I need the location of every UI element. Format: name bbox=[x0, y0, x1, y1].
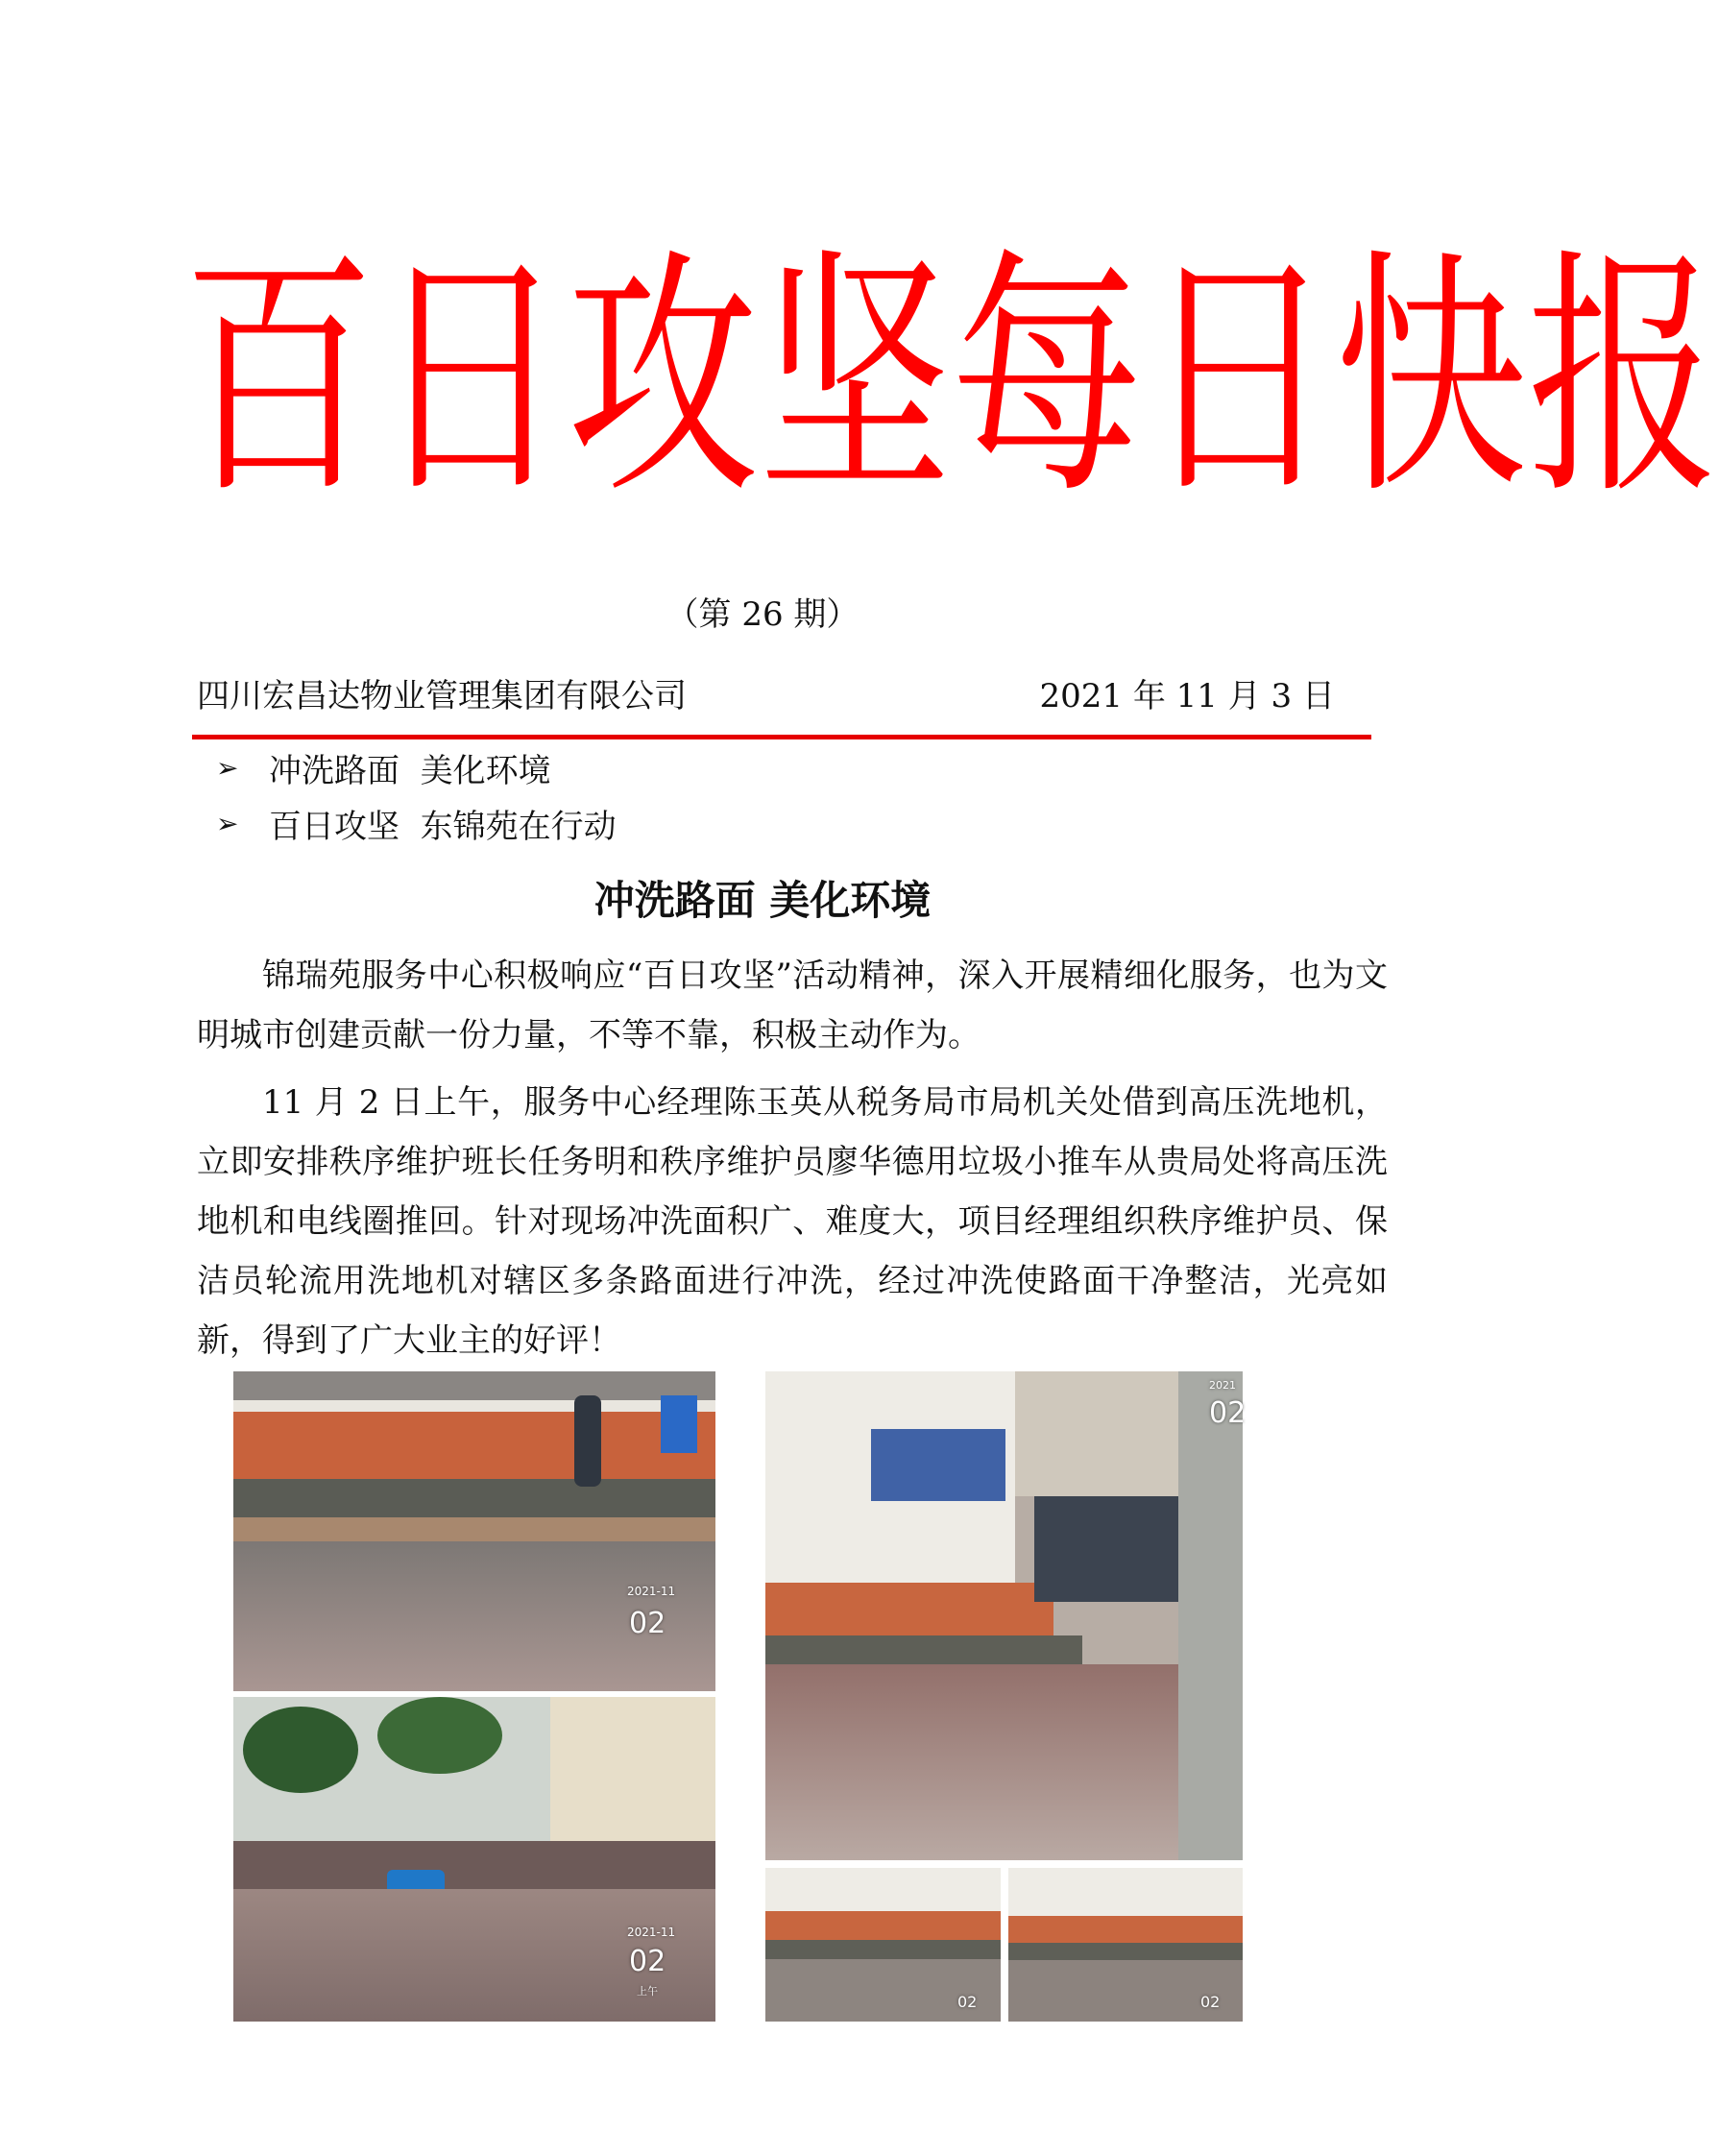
photo-washing-wall bbox=[233, 1371, 715, 1691]
photo-timestamp: 2021-11 bbox=[627, 1926, 676, 1939]
photo-courtyard bbox=[233, 1697, 715, 2022]
masthead-char: 日 bbox=[375, 228, 568, 530]
masthead-char: 每 bbox=[951, 228, 1144, 530]
photo-small-wall-left bbox=[765, 1868, 1001, 2022]
photo-timestamp-day: 02 bbox=[1209, 1396, 1247, 1430]
article-body bbox=[197, 946, 1388, 1378]
toc-item-text: 百日攻坚 东锦苑在行动 bbox=[269, 807, 617, 846]
article-title: 冲洗路面 美化环境 bbox=[593, 877, 932, 924]
masthead-title bbox=[182, 226, 1719, 533]
masthead-char: 报 bbox=[1527, 228, 1719, 530]
issue-number: （第 26 期） bbox=[666, 595, 860, 634]
article-paragraph: 11 月 2 日上午，服务中心经理陈玉英从税务局市局机关处借到高压洗地机，立即安排秩序维护班长任务明和秩序维护员廖华德用垃圾小推车从贵局处将高压洗地机和电线圈推回。针对现场冲洗面积广、难度大，项目经理组织秩序维护员、保洁员轮流用洗地机对辖区多条路面进行冲洗，经过冲洗使路面干净整洁，光亮如新，得到了广大业主的好评！ bbox=[197, 1083, 1388, 1360]
masthead-char: 百 bbox=[182, 228, 375, 530]
publication-date: 2021 年 11 月 3 日 bbox=[1039, 677, 1335, 715]
photo-timestamp-day: 02 bbox=[957, 1993, 978, 2011]
toc-item bbox=[216, 739, 617, 795]
article-paragraph: 锦瑞苑服务中心积极响应“百日攻坚”活动精神，深入开展精细化服务，也为文明城市创建贡献一份力量，不等不靠，积极主动作为。 bbox=[197, 957, 1388, 1054]
photo-timestamp: 2021 bbox=[1209, 1379, 1236, 1392]
photo-timestamp-period: 上午 bbox=[637, 1985, 658, 1998]
masthead-char: 日 bbox=[1143, 228, 1336, 530]
masthead-char: 攻 bbox=[567, 228, 760, 530]
photo-corridor bbox=[765, 1371, 1247, 1860]
arrow-bullet-icon: ➢ bbox=[216, 807, 239, 839]
table-of-contents bbox=[216, 739, 617, 851]
toc-item bbox=[216, 795, 617, 851]
arrow-bullet-icon: ➢ bbox=[216, 751, 239, 784]
photo-timestamp-day: 02 bbox=[629, 1607, 666, 1640]
organization-name: 四川宏昌达物业管理集团有限公司 bbox=[197, 677, 687, 715]
publication-header bbox=[197, 669, 1335, 716]
toc-item-text: 冲洗路面 美化环境 bbox=[269, 751, 551, 790]
photo-small-wall-right bbox=[1008, 1868, 1243, 2022]
photo-timestamp-day: 02 bbox=[1200, 1993, 1221, 2011]
photo-timestamp: 2021-11 bbox=[627, 1585, 676, 1598]
masthead-char: 快 bbox=[1335, 228, 1528, 530]
masthead-char: 坚 bbox=[759, 228, 952, 530]
photo-timestamp-day: 02 bbox=[629, 1945, 666, 1978]
